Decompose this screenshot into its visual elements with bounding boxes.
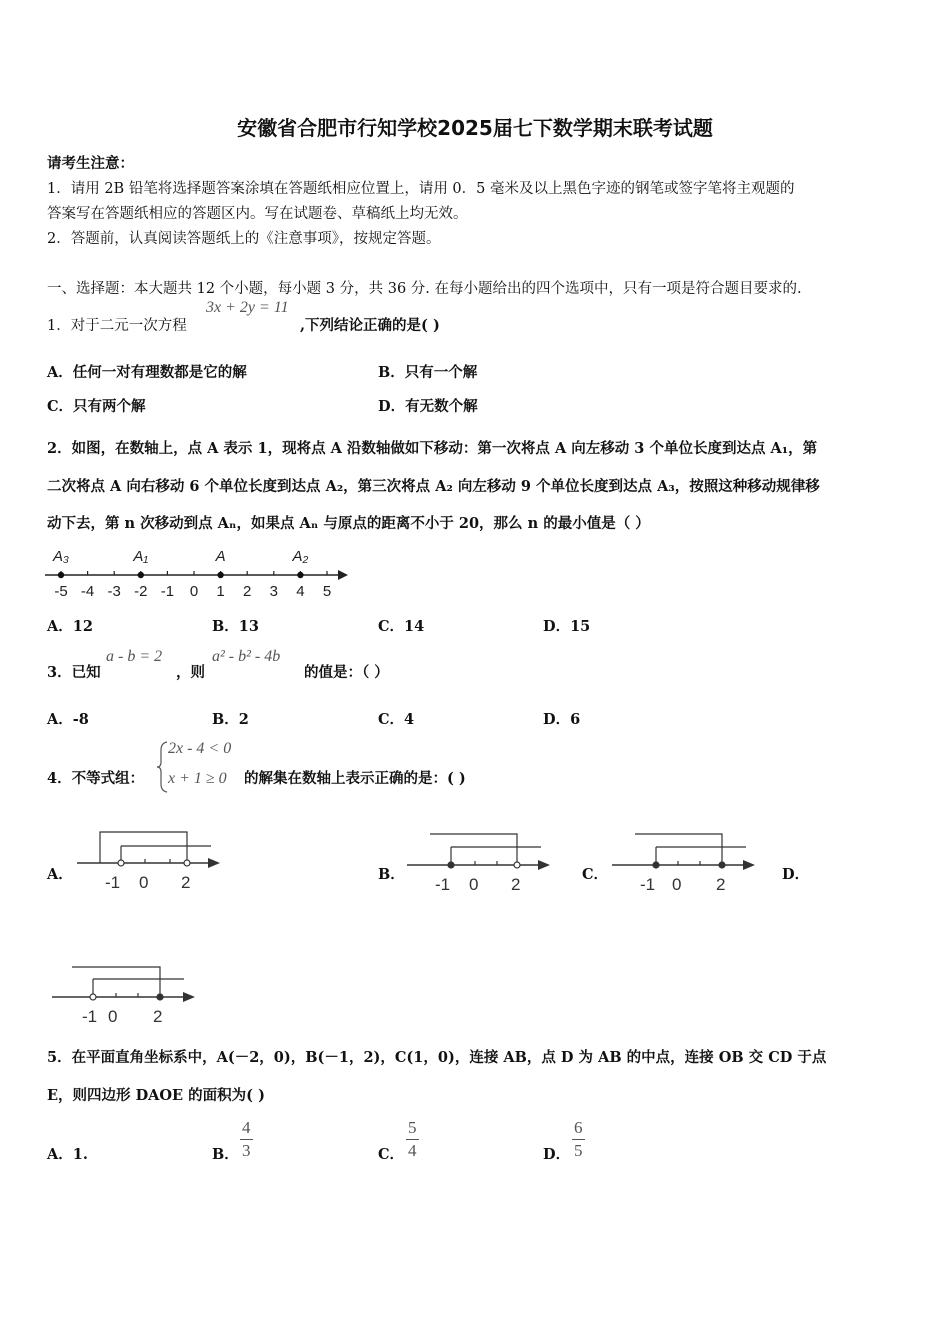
q2-tick-label: -1 — [160, 583, 175, 600]
q2-option-b: B．13 — [212, 618, 259, 635]
notice-line1b: 答案写在答题纸相应的答题区内。写在试题卷、草稿纸上均无效。 — [47, 206, 468, 222]
q3-mid: ，则 — [176, 664, 205, 681]
q5-option-c-fraction — [406, 1117, 419, 1162]
q4b-tick-label: 2 — [511, 875, 521, 893]
q2-line2: 二次将点 A 向右移动 6 个单位长度到达点 A₂，第三次将点 A₂ 向左移动 9 个单位长度到达点 A₃，按照这种移动规律移 — [47, 478, 820, 495]
q1-suffix: ,下列结论正确的是( ) — [300, 317, 440, 334]
notice-line2: 2．答题前，认真阅读答题纸上的《注意事项》，按规定答题。 — [47, 231, 441, 247]
q4a-tick-label: -1 — [105, 873, 121, 892]
q4-option-a: A． — [47, 866, 73, 883]
q2-point-label: A₃ — [53, 548, 69, 565]
q4d-tick-label: -1 — [82, 1007, 98, 1026]
q4-option-c-diagram — [610, 825, 760, 893]
q5-b-numerator: 4 — [240, 1117, 253, 1140]
q2-tick-label: -3 — [107, 583, 121, 600]
q3-suffix: 的值是：（ ） — [304, 664, 389, 681]
q2-tick-label: 0 — [189, 583, 199, 600]
q3-given: a - b = 2 — [106, 648, 163, 665]
q4-option-d-diagram — [50, 962, 200, 1030]
notice-heading: 请考生注意： — [47, 155, 134, 172]
q2-tick-label: 3 — [269, 583, 278, 600]
q4b-tick-label: -1 — [435, 875, 451, 893]
q4c-tick-label: 2 — [716, 875, 726, 893]
q5-option-b: B． — [212, 1146, 239, 1163]
q1-option-d: D．有无数个解 — [378, 398, 478, 415]
q4c-tick-label: -1 — [640, 875, 656, 893]
q3-option-d: D．6 — [543, 711, 581, 728]
q4-option-b: B． — [378, 866, 405, 883]
q4a-tick-label: 0 — [139, 873, 149, 892]
q5-c-denominator: 4 — [408, 1141, 417, 1160]
q3-option-a: A．-8 — [47, 711, 89, 728]
q4-inequality-1: 2x - 4 < 0 — [168, 740, 232, 757]
q1-option-c: C．只有两个解 — [47, 398, 146, 415]
section1-heading: 一、选择题：本大题共 12 个小题，每小题 3 分，共 36 分. 在每小题给出的四个选项中，只有一项是符合题目要求的. — [47, 281, 802, 297]
q5-option-d: D． — [543, 1146, 571, 1163]
q2-point — [217, 572, 223, 578]
q5-option-c: C． — [378, 1146, 405, 1163]
q3-option-c: C．4 — [378, 711, 415, 728]
q4b-tick-label: 0 — [469, 875, 479, 893]
q2-point-label: A — [215, 548, 226, 565]
q5-line2: E，则四边形 DAOE 的面积为( ) — [47, 1087, 265, 1104]
q4-option-c: C． — [582, 866, 609, 883]
q5-option-b-fraction — [240, 1117, 253, 1162]
q2-tick-label: 2 — [243, 583, 252, 600]
q2-tick-label: 4 — [296, 583, 305, 600]
q2-line1: 2．如图，在数轴上，点 A 表示 1，现将点 A 沿数轴做如下移动：第一次将点 A 向左移动 3 个单位长度到达点 A₁，第 — [47, 440, 818, 457]
q5-line1: 5．在平面直角坐标系中，A(－2，0)，B(－1，2)，C(1，0)，连接 AB，点 D 为 AB 的中点，连接 OB 交 CD 于点 — [47, 1049, 827, 1066]
q2-number-line — [40, 544, 360, 602]
q3-option-b: B．2 — [212, 711, 249, 728]
q3-expr: a² - b² - 4b — [212, 648, 281, 665]
q4a-tick-label: 2 — [181, 873, 191, 892]
q1-equation: 3x + 2y = 11 — [206, 299, 289, 316]
q5-d-numerator: 6 — [572, 1117, 585, 1140]
q4d-tick-label: 2 — [153, 1007, 163, 1026]
q1-option-a: A．任何一对有理数都是它的解 — [47, 364, 247, 381]
q4-option-b-diagram — [405, 825, 555, 893]
q5-option-d-fraction — [572, 1117, 585, 1162]
q4d-tick-label: 0 — [108, 1007, 118, 1026]
q5-c-numerator: 5 — [406, 1117, 419, 1140]
q2-line3: 动下去，第 n 次移动到点 Aₙ，如果点 Aₙ 与原点的距离不小于 20，那么 n 的最小值是（ ） — [47, 515, 650, 532]
notice-line1a: 1．请用 2B 铅笔将选择题答案涂填在答题纸相应位置上，请用 0．5 毫米及以上黑色字迹的钢笔或签字笔将主观题的 — [47, 181, 795, 197]
page-title: 安徽省合肥市行知学校2025届七下数学期末联考试题 — [237, 116, 713, 140]
q5-b-denominator: 3 — [242, 1141, 251, 1160]
q4-suffix: 的解集在数轴上表示正确的是：( ) — [244, 770, 466, 787]
q4-prefix: 4．不等式组： — [47, 770, 145, 787]
q4c-tick-label: 0 — [672, 875, 682, 893]
q2-point-label: A₁ — [133, 548, 149, 565]
q2-tick-label: 5 — [322, 583, 332, 600]
q4-option-d: D． — [782, 866, 810, 883]
q2-point — [58, 572, 64, 578]
q1-prefix: 1．对于二元一次方程 — [47, 318, 187, 334]
q3-prefix: 3．已知 — [47, 664, 101, 681]
q2-tick-label: 1 — [216, 583, 225, 600]
q4-option-a-diagram — [75, 825, 225, 893]
q2-point-label: A₂ — [292, 548, 309, 565]
q2-tick-label: -2 — [134, 583, 148, 600]
q1-option-b: B．只有一个解 — [378, 364, 478, 381]
q4-inequality-2: x + 1 ≥ 0 — [168, 770, 227, 787]
q2-option-c: C．14 — [378, 618, 425, 635]
q2-option-d: D．15 — [543, 618, 591, 635]
q2-point — [138, 572, 144, 578]
q2-option-a: A．12 — [47, 618, 93, 635]
q5-d-denominator: 5 — [574, 1141, 583, 1160]
q2-tick-label: -5 — [54, 583, 68, 600]
q2-tick-label: -4 — [80, 583, 95, 600]
q2-point — [297, 572, 303, 578]
q5-option-a: A．1. — [47, 1146, 88, 1163]
